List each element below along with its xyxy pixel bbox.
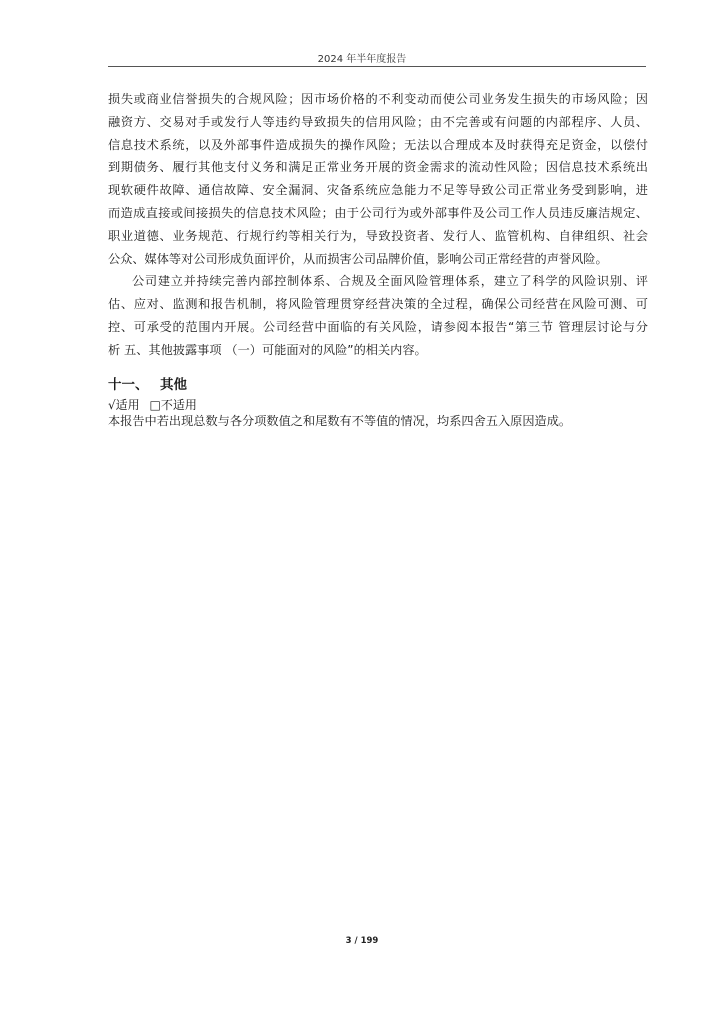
page-content [108, 88, 648, 429]
paragraph-risk-types [108, 88, 648, 270]
paragraph-line: 职业道德、业务规范、行规行约等相关行为，导致投资者、发行人、监管机构、自律组织、社会 [108, 228, 648, 243]
paragraph-line: 公司建立并持续完善内部控制体系、合规及全面风险管理体系，建立了科学的风险识别、评 [132, 274, 648, 289]
paragraph-line: 损失或商业信誉损失的合规风险；因市场价格的不利变动而使公司业务发生损失的市场风险；因 [108, 92, 648, 106]
not-applicable-checkbox: □不适用 [149, 397, 197, 412]
applicable-checkbox: √适用 [108, 397, 140, 412]
section-number: 十一、 [108, 376, 149, 393]
section-title: 其他 [160, 376, 187, 393]
paragraph-line: 到期债务、履行其他支付义务和满足正常业务开展的资金需求的流动性风险；因信息技术系统出 [108, 160, 648, 175]
report-header-title: 2024 年半年度报告 [317, 54, 407, 65]
paragraph-line: 融资方、交易对手或发行人等违约导致损失的信用风险；由不完善或有问题的内部程序、人员、 [108, 114, 648, 129]
header-divider [108, 66, 646, 67]
applicability-row [108, 397, 648, 413]
paragraph-line: 公众、媒体等对公司形成负面评价，从而损害公司品牌价值，影响公司正常经营的声誉风险。 [108, 251, 608, 266]
paragraph-line: 析 五、其他披露事项 （一）可能面对的风险”的相关内容。 [108, 342, 427, 357]
paragraph-line: 现软硬件故障、通信故障、安全漏洞、灾备系统应急能力不足等导致公司正常业务受到影响，进 [108, 183, 648, 198]
section-heading-other [108, 374, 648, 396]
paragraph-line: 而造成直接或间接损失的信息技术风险；由于公司行为或外部事件及公司工作人员违反廉洁规定、 [108, 205, 648, 220]
rounding-note: 本报告中若出现总数与各分项数值之和尾数有不等值的情况，均系四舍五入原因造成。 [108, 413, 572, 428]
page-number: 3 / 199 [345, 936, 379, 946]
paragraph-risk-management [108, 270, 648, 361]
paragraph-line: 信息技术系统，以及外部事件造成损失的操作风险；无法以合理成本及时获得充足资金，以偿付 [108, 137, 648, 152]
paragraph-line: 估、应对、监测和报告机制，将风险管理贯穿经营决策的全过程，确保公司经营在风险可测、可 [108, 297, 648, 312]
paragraph-line: 控、可承受的范围内开展。公司经营中面临的有关风险，请参阅本报告“第三节 管理层讨论与分 [108, 319, 648, 334]
